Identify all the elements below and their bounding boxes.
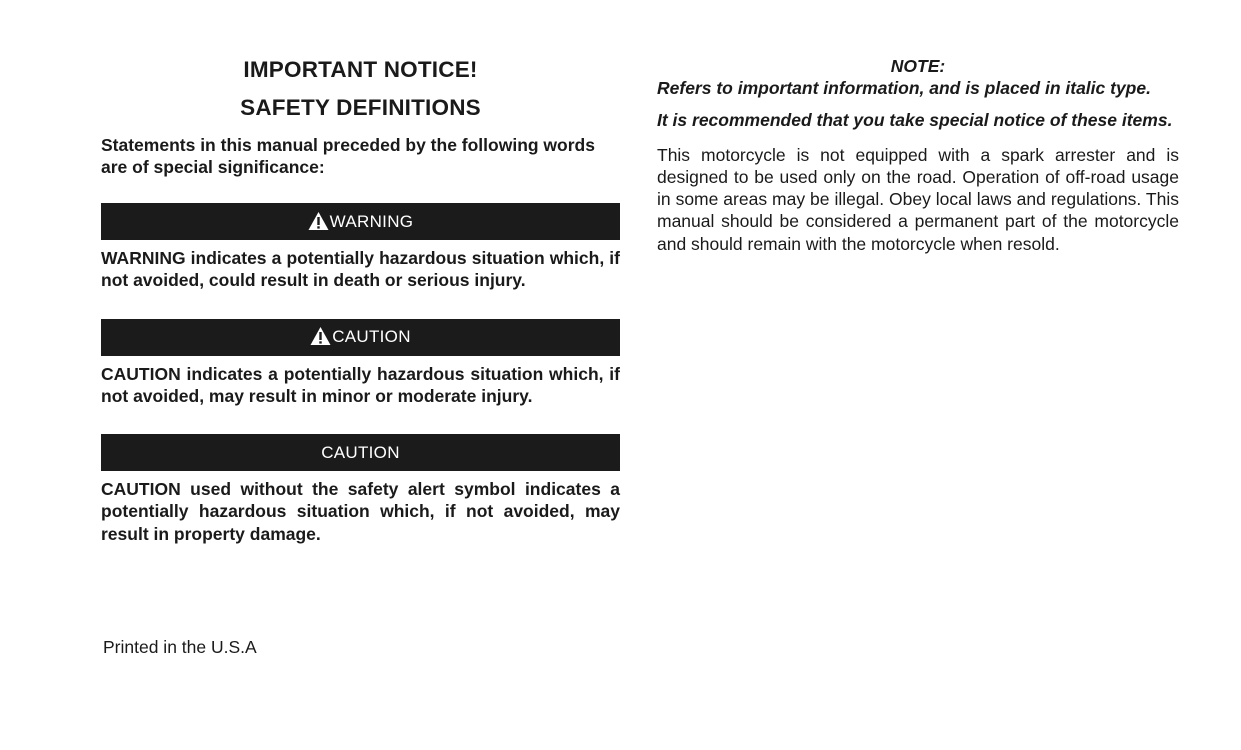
warning-triangle-icon	[310, 326, 331, 346]
spark-arrester-statement: This motorcycle is not equipped with a spark arrester and is designed to be used only on the road. Operation of off-road usage in some areas may be illegal. Obey local laws and regulations. This manual should be considered a permanent part of the motorcycle and should remain with the motorcycle when resold.	[657, 144, 1179, 254]
left-column	[101, 56, 620, 545]
safety-definitions-heading: SAFETY DEFINITIONS	[240, 95, 481, 120]
important-notice-heading: IMPORTANT NOTICE!	[243, 57, 478, 82]
warning-definition: WARNING indicates a potentially hazardous situation which, if not avoided, could result in death or serious injury.	[101, 248, 620, 291]
warning-banner-label: WARNING	[329, 211, 414, 231]
caution-banner-label: CAUTION	[332, 327, 411, 347]
note-line: It is recommended that you take special notice of these items.	[657, 110, 1173, 131]
note-title: NOTE:	[890, 56, 946, 76]
intro-statement: Statements in this manual preceded by the following words are of special significance:	[101, 135, 595, 177]
note-line: Refers to important information, and is placed in italic type.	[657, 78, 1151, 98]
caution-definition: CAUTION indicates a potentially hazardous situation which, if not avoided, may result in minor or moderate injury.	[101, 363, 620, 406]
warning-banner	[101, 203, 620, 240]
caution-banner	[101, 319, 620, 356]
right-column	[657, 55, 1179, 255]
printed-in-footer: Printed in the U.S.A	[103, 637, 257, 657]
caution-no-symbol-banner-label: CAUTION	[321, 442, 400, 462]
warning-triangle-icon	[308, 211, 329, 231]
caution-no-symbol-definition: CAUTION used without the safety alert symbol indicates a potentially hazardous situation which, if not avoided, may result in property damage.	[101, 479, 620, 544]
caution-no-symbol-banner	[101, 434, 620, 471]
